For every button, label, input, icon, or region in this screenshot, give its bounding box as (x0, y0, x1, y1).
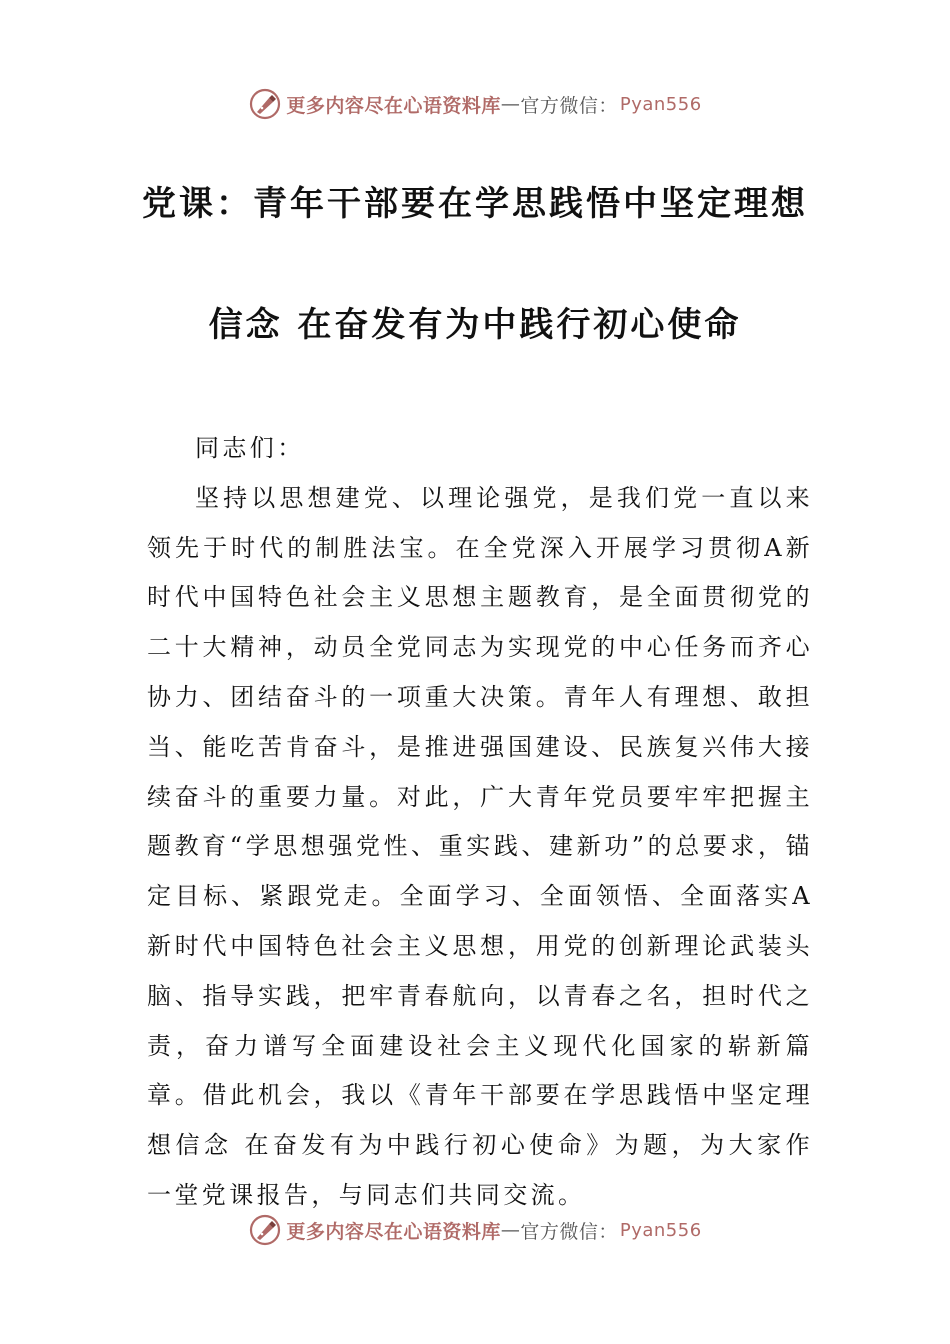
salutation: 同志们： (195, 434, 305, 462)
watermark-main-text: 更多内容尽在心语资料库 (286, 94, 501, 117)
pen-nib-in-circle-icon (248, 1213, 282, 1247)
watermark-dash: — (500, 93, 521, 115)
watermark-dash: — (500, 1219, 521, 1241)
watermark-id: Pyan556 (619, 93, 702, 115)
watermark-id: Pyan556 (619, 1219, 702, 1241)
watermark-header (0, 84, 950, 124)
document-title-line-2: 信念 在奋发有为中践行初心使命 (208, 305, 742, 345)
watermark-footer (0, 1210, 950, 1250)
watermark-main-text: 更多内容尽在心语资料库 (286, 1220, 501, 1243)
watermark-sub-text: 官方微信： (520, 1220, 618, 1243)
pen-nib-in-circle-icon (248, 87, 282, 121)
document-body (147, 424, 813, 1221)
document-title-line-1: 党课：青年干部要在学思践悟中坚定理想 (142, 184, 808, 224)
watermark-sub-text: 官方微信： (520, 94, 618, 117)
body-paragraph: 坚持以思想建党、以理论强党，是我们党一直以来领先于时代的制胜法宝。在全党深入开展学习贯彻A新时代中国特色社会主义思想主题教育，是全面贯彻党的二十大精神，动员全党同志为实现党的中心任务而齐心协力、团结奋斗的一项重大决策。青年人有理想、敢担当、能吃苦肯奋斗，是推进强国建设、民族复兴伟大接续奋斗的重要力量。对此，广大青年党员要牢牢把握主题教育“学思想强党性、重实践、建新功”的总要求，锚定目标、紧跟党走。全面学习、全面领悟、全面落实A新时代中国特色社会主义思想，用党的创新理论武装头脑、指导实践，把牢青春航向，以青春之名，担时代之责，奋力谱写全面建设社会主义现代化国家的崭新篇章。借此机会，我以《青年干部要在学思践悟中坚定理想信念 在奋发有为中践行初心使命》为题，为大家作一堂党课报告，与同志们共同交流。 (147, 483, 813, 1209)
